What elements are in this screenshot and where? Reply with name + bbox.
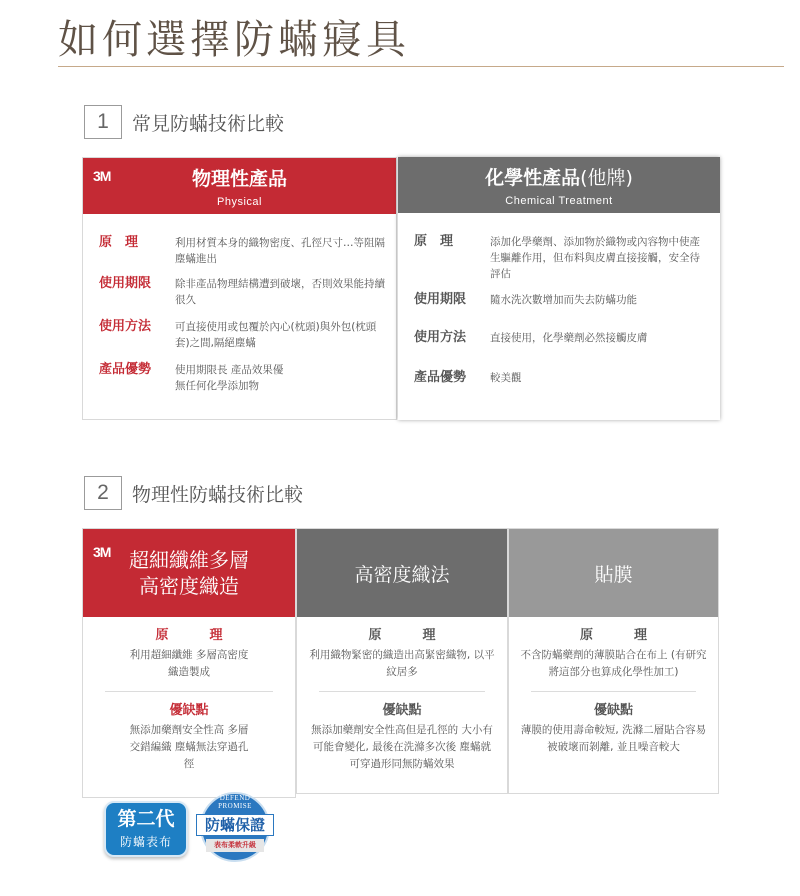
section2-title: 物理性防蟎技術比較: [132, 483, 304, 506]
chemical-title: [485, 163, 633, 190]
second-gen-fabric-badge: [104, 801, 188, 857]
chemical-header: [398, 157, 720, 213]
title-divider: [58, 66, 784, 67]
chemical-title-suffix: (他牌): [580, 167, 633, 189]
section2-header: [84, 476, 303, 510]
principle-label: 原 理: [368, 628, 450, 643]
row-label: 原 理: [414, 234, 454, 249]
row-label: 原 理: [99, 235, 139, 250]
chemical-row-usage: [414, 329, 710, 347]
section2-number: 2: [84, 476, 122, 510]
row-text: 較美觀: [490, 372, 522, 384]
3m-logo: 3M: [93, 168, 111, 184]
physical-header: [83, 158, 396, 214]
page-title: 如何選擇防蟎寢具: [58, 17, 410, 63]
divider: [105, 691, 273, 692]
microfiber-header: [83, 529, 295, 617]
row-label: 使用期限: [414, 292, 467, 307]
row-label: 產品優勢: [99, 362, 152, 377]
3m-logo: 3M: [93, 544, 111, 560]
divider: [319, 691, 485, 692]
row-text: 添加化學藥劑、添加物於織物或內容物中使產生驅離作用，但布料與皮膚直接接觸，安全待評估: [490, 236, 700, 280]
physical-subtitle: Physical: [217, 196, 262, 208]
row-label: 使用期限: [99, 276, 152, 291]
pros-cons-text: 無添加藥劑安全性高但是孔徑的 大小有可能會變化, 最後在洗滌多次後 塵蟎就可穿過形同無防蟎效果: [311, 724, 493, 770]
chemical-row-lifetime: [414, 291, 710, 309]
high-density-header: [297, 529, 507, 617]
pros-cons-label: 優缺點: [593, 703, 633, 718]
chemical-title-main: 化學性產品: [485, 167, 581, 189]
row-text: 使用期限長 產品效果優 無任何化學添加物: [175, 364, 284, 392]
film-column: [508, 528, 719, 794]
row-text: 直接使用，化學藥劑必然接觸皮膚: [490, 332, 648, 344]
high-density-column: [296, 528, 508, 794]
principle-text: 不含防蟎藥劑的薄膜貼合在布上 (有研究將這部分也算成化學性加工): [520, 649, 707, 678]
film-title: 貼膜: [594, 563, 633, 586]
principle-text: 利用織物緊密的織造出高緊密織物, 以平紋居多: [309, 649, 495, 678]
microfiber-title-line1: 超細纖維多層: [129, 548, 249, 572]
physical-row-lifetime: [99, 275, 386, 308]
physical-row-usage: [99, 318, 386, 351]
chemical-product-column: [398, 157, 720, 420]
pros-cons-label: 優缺點: [382, 703, 422, 718]
section1-number: 1: [84, 105, 122, 139]
pros-cons-text: 無添加藥劑安全性高 多層交錯編織 塵蟎無法穿過孔徑: [129, 724, 249, 770]
chemical-subtitle: Chemical Treatment: [505, 195, 613, 207]
divider: [531, 691, 696, 692]
physical-row-principle: [99, 234, 386, 267]
badge-arc-text: DEFEND PROMISE: [218, 794, 252, 810]
section1-header: [84, 105, 284, 139]
pros-cons-label: 優缺點: [169, 703, 209, 718]
chemical-row-advantage: [414, 369, 710, 387]
badge-line1: 第二代: [117, 808, 175, 830]
badge-line2: 防蟎表布: [119, 835, 172, 849]
row-label: 產品優勢: [414, 370, 467, 385]
high-density-title: 高密度織法: [354, 563, 450, 586]
section1-title: 常見防蟎技術比較: [132, 112, 285, 135]
badge-ribbon-text: 表布柔軟升級: [206, 839, 264, 852]
row-text: 除非產品物理結構遭到破壞，否則效果能持續很久: [175, 278, 385, 306]
physical-row-advantage: [99, 361, 386, 394]
row-text: 隨水洗次數增加而失去防蟎功能: [490, 294, 637, 306]
principle-label: 原 理: [155, 628, 237, 643]
row-label: 使用方法: [99, 319, 152, 334]
pros-cons-text: 薄膜的使用壽命較短, 洗滌二層貼合容易被破壞而剝離, 並且噪音較大: [520, 724, 707, 753]
row-label: 使用方法: [414, 330, 467, 345]
principle-text: 利用超細纖維 多層高密度織造製成: [129, 649, 249, 678]
chemical-row-principle: [414, 233, 710, 282]
film-header: [509, 529, 718, 617]
row-text: 可直接使用或包覆於內心(枕頭)與外包(枕頭套)之間,隔絕塵蟎: [175, 321, 377, 349]
principle-label: 原 理: [579, 628, 661, 643]
mite-guarantee-badge: [196, 792, 274, 866]
physical-product-column: [82, 157, 397, 420]
microfiber-title-line2: 高密度織造: [139, 574, 239, 598]
microfiber-column: [82, 528, 296, 798]
row-text: 利用材質本身的織物密度、孔徑尺寸…等阻隔塵蟎進出: [175, 237, 385, 265]
badge-main-text: 防蟎保證: [196, 814, 274, 836]
physical-title: 物理性產品: [191, 168, 287, 190]
